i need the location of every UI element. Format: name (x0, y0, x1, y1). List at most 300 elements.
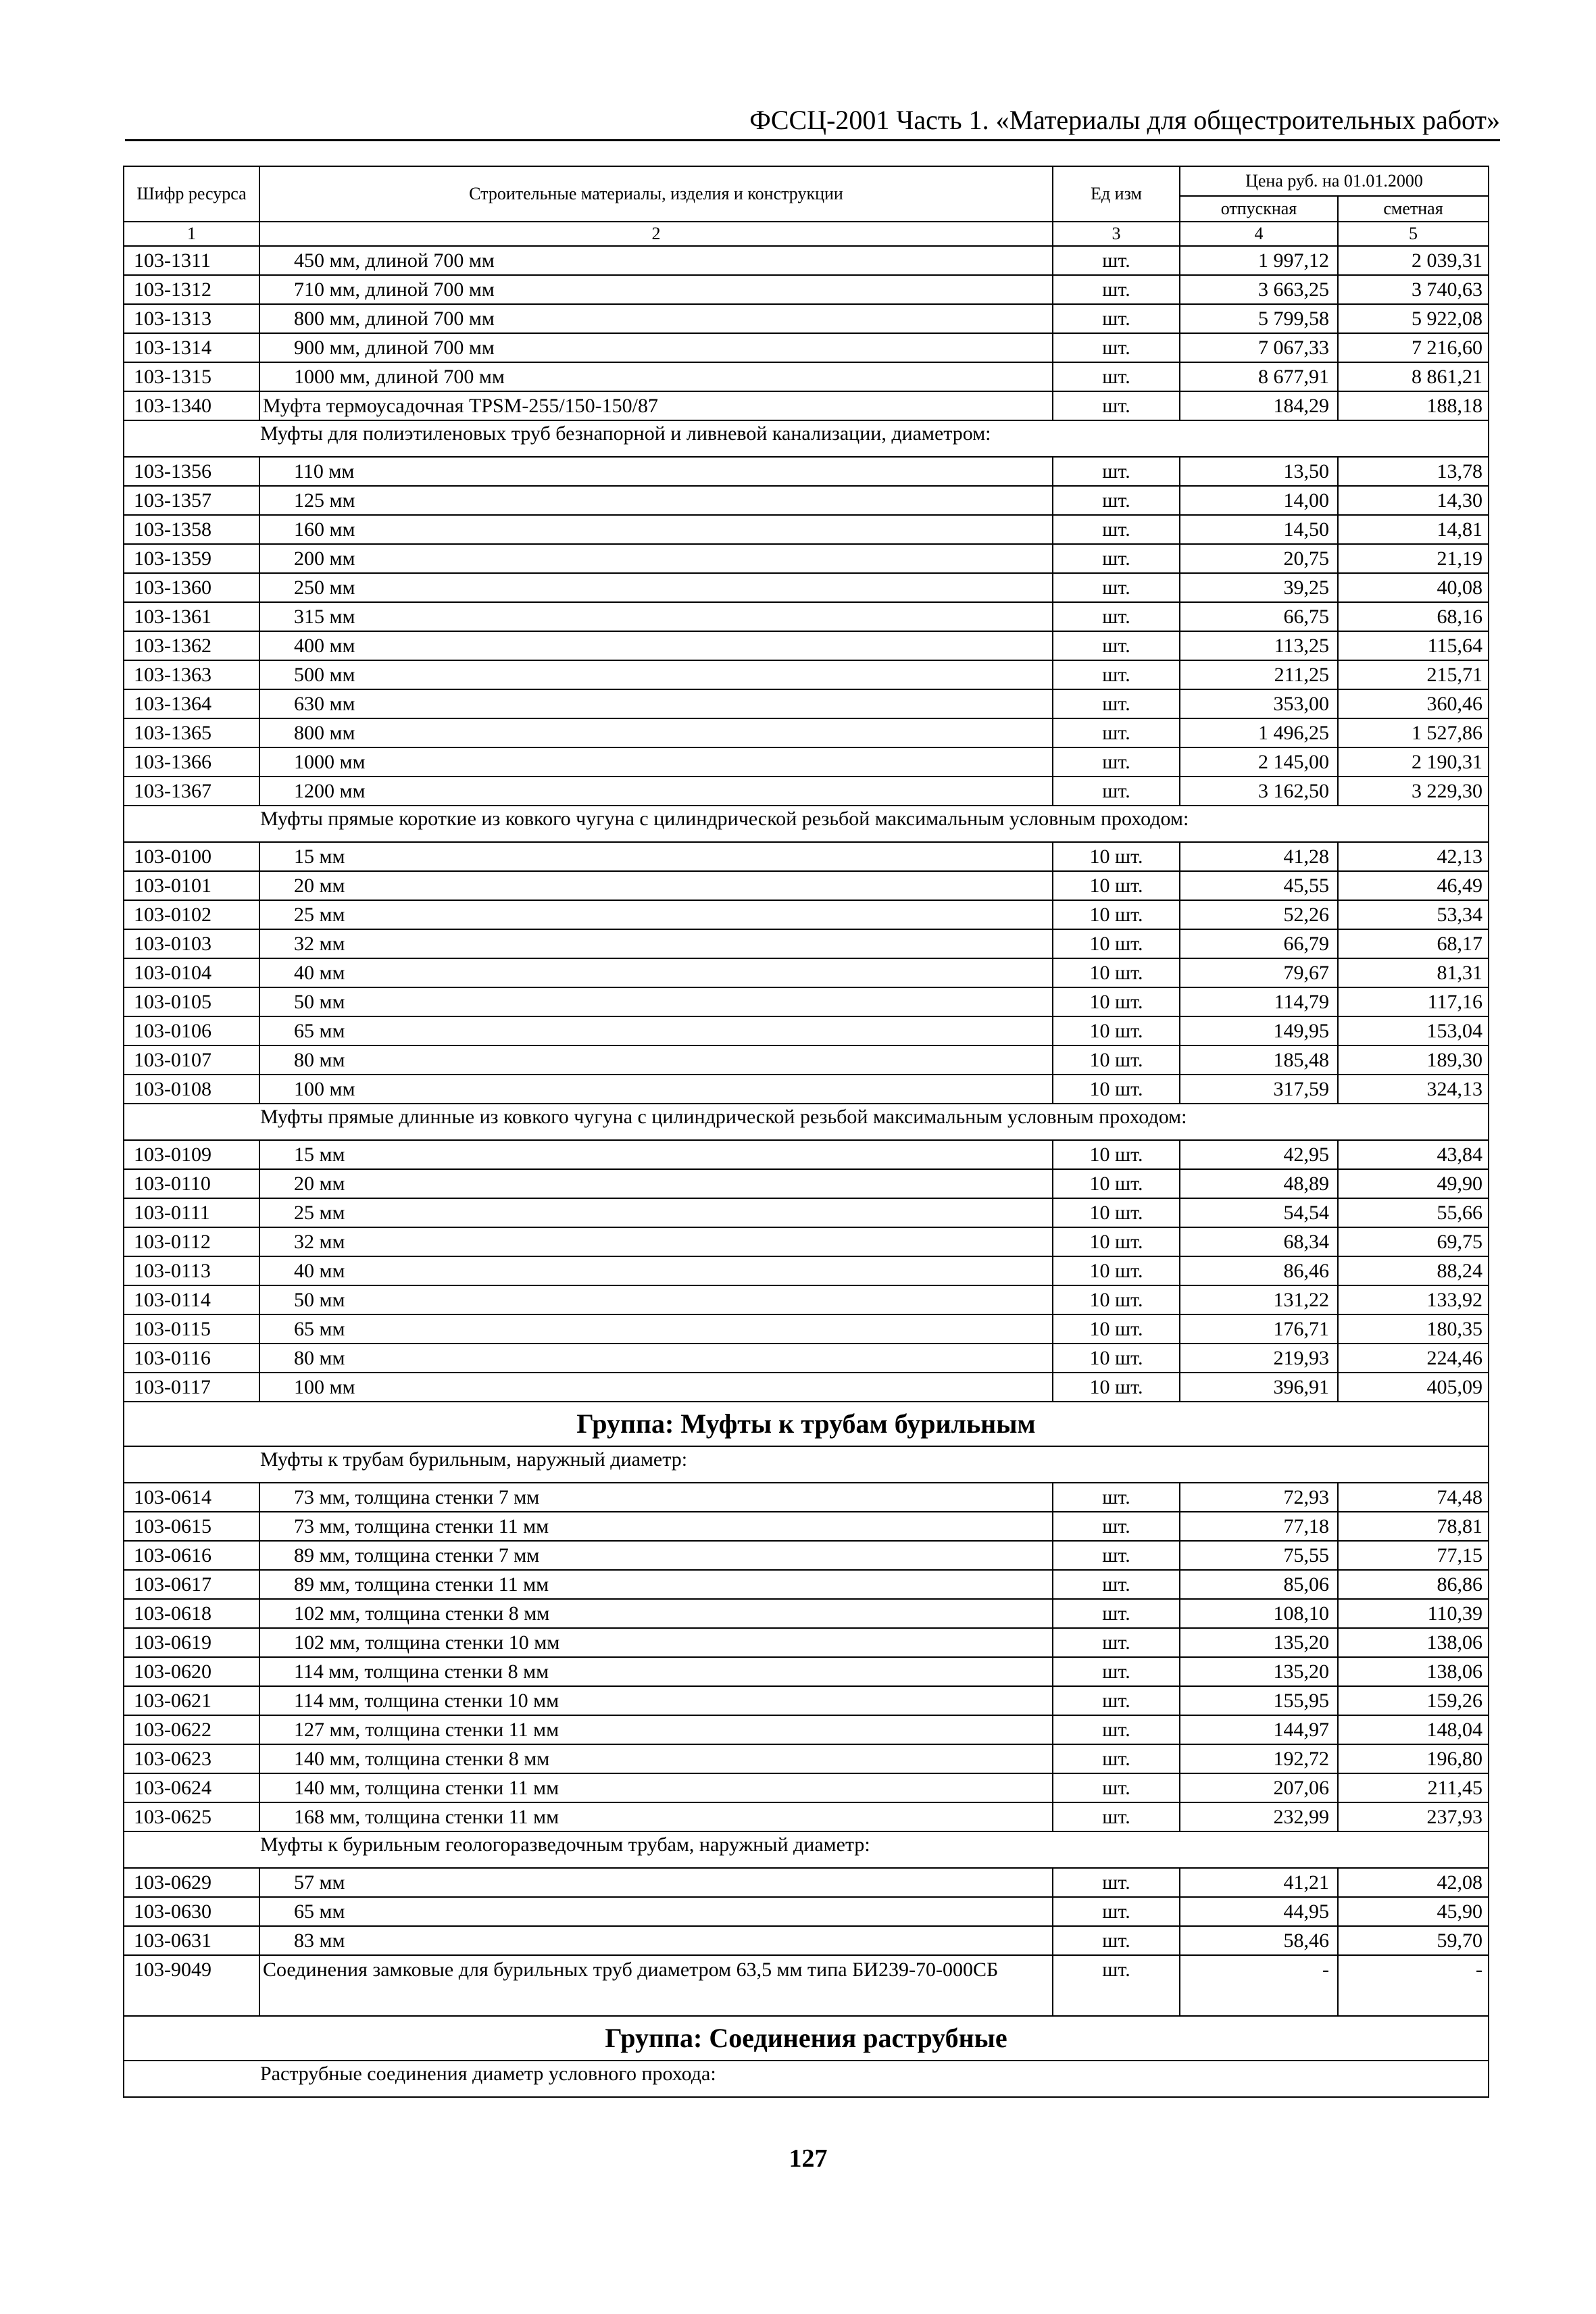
price-wholesale: 20,75 (1180, 544, 1338, 573)
price-estimate: 77,15 (1338, 1541, 1489, 1570)
price-wholesale: 155,95 (1180, 1686, 1338, 1715)
material-name: 315 мм (259, 602, 1053, 631)
price-estimate: 86,86 (1338, 1570, 1489, 1599)
price-estimate: 360,46 (1338, 689, 1489, 718)
section-title: Муфты для полиэтиленовых труб безнапорной и ливневой канализации, диаметром: (124, 420, 1489, 457)
price-estimate: 138,06 (1338, 1657, 1489, 1686)
price-estimate: 13,78 (1338, 457, 1489, 486)
material-name: 65 мм (259, 1897, 1053, 1926)
section-title: Раструбные соединения диаметр условного прохода: (124, 2061, 1489, 2097)
table-row (124, 1773, 1489, 1802)
resource-code: 103-0104 (124, 958, 259, 987)
header-name: Строительные материалы, изделия и конструкции (259, 166, 1053, 222)
price-estimate: 224,46 (1338, 1344, 1489, 1373)
table-row (124, 1075, 1489, 1104)
resource-code: 103-0114 (124, 1285, 259, 1314)
column-number: 2 (259, 222, 1053, 246)
table-row (124, 1256, 1489, 1285)
price-wholesale: 219,93 (1180, 1344, 1338, 1373)
resource-code: 103-1366 (124, 747, 259, 777)
material-name: 100 мм (259, 1075, 1053, 1104)
price-wholesale: 353,00 (1180, 689, 1338, 718)
price-estimate: 110,39 (1338, 1599, 1489, 1628)
price-wholesale: 1 997,12 (1180, 246, 1338, 275)
column-number: 4 (1180, 222, 1338, 246)
section-row (124, 1446, 1489, 1483)
resource-code: 103-0109 (124, 1140, 259, 1169)
price-wholesale: 14,00 (1180, 486, 1338, 515)
price-estimate: 78,81 (1338, 1512, 1489, 1541)
unit: 10 шт. (1053, 1285, 1180, 1314)
group-row (124, 1402, 1489, 1446)
group-title: Группа: Соединения раструбные (124, 2016, 1489, 2061)
price-estimate: - (1338, 1955, 1489, 2016)
material-name: 40 мм (259, 1256, 1053, 1285)
group-row (124, 2016, 1489, 2061)
material-name: 500 мм (259, 660, 1053, 689)
resource-code: 103-0107 (124, 1045, 259, 1075)
unit: шт. (1053, 391, 1180, 420)
price-estimate: 115,64 (1338, 631, 1489, 660)
table-row (124, 1868, 1489, 1897)
unit: 10 шт. (1053, 1016, 1180, 1045)
price-wholesale: 41,28 (1180, 842, 1338, 871)
material-name: 250 мм (259, 573, 1053, 602)
unit: 10 шт. (1053, 987, 1180, 1016)
unit: шт. (1053, 1897, 1180, 1926)
unit: шт. (1053, 1686, 1180, 1715)
material-name: 50 мм (259, 1285, 1053, 1314)
resource-code: 103-0115 (124, 1314, 259, 1344)
table-row (124, 1045, 1489, 1075)
running-header: ФССЦ-2001 Часть 1. «Материалы для общестроительных работ» (125, 101, 1500, 141)
table-row (124, 515, 1489, 544)
table-row (124, 958, 1489, 987)
material-name: 89 мм, толщина стенки 7 мм (259, 1541, 1053, 1570)
table-row (124, 1897, 1489, 1926)
material-name: 200 мм (259, 544, 1053, 573)
price-estimate: 81,31 (1338, 958, 1489, 987)
price-estimate: 148,04 (1338, 1715, 1489, 1744)
resource-code: 103-1357 (124, 486, 259, 515)
resource-code: 103-1311 (124, 246, 259, 275)
price-estimate: 8 861,21 (1338, 362, 1489, 391)
unit: 10 шт. (1053, 1256, 1180, 1285)
price-estimate: 189,30 (1338, 1045, 1489, 1075)
table-row (124, 689, 1489, 718)
material-name: 400 мм (259, 631, 1053, 660)
price-wholesale: 14,50 (1180, 515, 1338, 544)
resource-code: 103-1361 (124, 602, 259, 631)
material-name: 89 мм, толщина стенки 11 мм (259, 1570, 1053, 1599)
resource-code: 103-0112 (124, 1227, 259, 1256)
unit: 10 шт. (1053, 1198, 1180, 1227)
price-wholesale: 72,93 (1180, 1483, 1338, 1512)
resource-code: 103-1340 (124, 391, 259, 420)
unit: 10 шт. (1053, 1314, 1180, 1344)
unit: 10 шт. (1053, 900, 1180, 929)
unit: 10 шт. (1053, 842, 1180, 871)
header-price-group: Цена руб. на 01.01.2000 (1180, 166, 1489, 196)
table-row (124, 1285, 1489, 1314)
unit: шт. (1053, 777, 1180, 806)
unit: шт. (1053, 602, 1180, 631)
unit: 10 шт. (1053, 1075, 1180, 1104)
section-row (124, 1104, 1489, 1140)
material-name: 125 мм (259, 486, 1053, 515)
material-name: 102 мм, толщина стенки 10 мм (259, 1628, 1053, 1657)
table-row (124, 1599, 1489, 1628)
price-estimate: 3 229,30 (1338, 777, 1489, 806)
unit: шт. (1053, 660, 1180, 689)
price-wholesale: 211,25 (1180, 660, 1338, 689)
price-estimate: 14,81 (1338, 515, 1489, 544)
price-estimate: 59,70 (1338, 1926, 1489, 1955)
price-wholesale: 5 799,58 (1180, 304, 1338, 333)
table-row (124, 929, 1489, 958)
unit: шт. (1053, 1715, 1180, 1744)
material-name: 630 мм (259, 689, 1053, 718)
resource-code: 103-0105 (124, 987, 259, 1016)
price-wholesale: 144,97 (1180, 1715, 1338, 1744)
table-row (124, 304, 1489, 333)
resource-code: 103-0624 (124, 1773, 259, 1802)
material-name: 20 мм (259, 871, 1053, 900)
price-wholesale: 75,55 (1180, 1541, 1338, 1570)
resource-code: 103-0101 (124, 871, 259, 900)
table-row (124, 1744, 1489, 1773)
price-estimate: 237,93 (1338, 1802, 1489, 1831)
header-estimate: сметная (1338, 196, 1489, 222)
price-table (123, 166, 1489, 2098)
table-row (124, 544, 1489, 573)
table-row (124, 718, 1489, 747)
unit: шт. (1053, 246, 1180, 275)
table-row (124, 1373, 1489, 1402)
material-name: 40 мм (259, 958, 1053, 987)
price-wholesale: 176,71 (1180, 1314, 1338, 1344)
price-estimate: 49,90 (1338, 1169, 1489, 1198)
resource-code: 103-0623 (124, 1744, 259, 1773)
table-row (124, 1227, 1489, 1256)
price-wholesale: 192,72 (1180, 1744, 1338, 1773)
price-wholesale: 58,46 (1180, 1926, 1338, 1955)
price-estimate: 3 740,63 (1338, 275, 1489, 304)
price-estimate: 159,26 (1338, 1686, 1489, 1715)
table-row (124, 660, 1489, 689)
unit: шт. (1053, 515, 1180, 544)
table-row (124, 1955, 1489, 2016)
unit: шт. (1053, 718, 1180, 747)
resource-code: 103-0108 (124, 1075, 259, 1104)
price-wholesale: 52,26 (1180, 900, 1338, 929)
material-name: 160 мм (259, 515, 1053, 544)
unit: шт. (1053, 275, 1180, 304)
price-estimate: 74,48 (1338, 1483, 1489, 1512)
material-name: 32 мм (259, 1227, 1053, 1256)
material-name: 140 мм, толщина стенки 8 мм (259, 1744, 1053, 1773)
price-wholesale: 2 145,00 (1180, 747, 1338, 777)
resource-code: 103-0117 (124, 1373, 259, 1402)
price-wholesale: 232,99 (1180, 1802, 1338, 1831)
price-estimate: 42,08 (1338, 1868, 1489, 1897)
unit: шт. (1053, 1868, 1180, 1897)
resource-code: 103-1360 (124, 573, 259, 602)
price-estimate: 55,66 (1338, 1198, 1489, 1227)
price-estimate: 324,13 (1338, 1075, 1489, 1104)
table-row (124, 900, 1489, 929)
price-estimate: 45,90 (1338, 1897, 1489, 1926)
material-name: 15 мм (259, 1140, 1053, 1169)
group-title: Группа: Муфты к трубам бурильным (124, 1402, 1489, 1446)
price-wholesale: 66,79 (1180, 929, 1338, 958)
table-row (124, 573, 1489, 602)
price-wholesale: 77,18 (1180, 1512, 1338, 1541)
resource-code: 103-1362 (124, 631, 259, 660)
resource-code: 103-1313 (124, 304, 259, 333)
unit: 10 шт. (1053, 1344, 1180, 1373)
resource-code: 103-0629 (124, 1868, 259, 1897)
unit: шт. (1053, 1483, 1180, 1512)
price-estimate: 188,18 (1338, 391, 1489, 420)
unit: шт. (1053, 486, 1180, 515)
price-estimate: 43,84 (1338, 1140, 1489, 1169)
section-title: Муфты прямые длинные из ковкого чугуна с цилиндрической резьбой максимальным условным проходом: (124, 1104, 1489, 1140)
material-name: 114 мм, толщина стенки 8 мм (259, 1657, 1053, 1686)
table-row (124, 842, 1489, 871)
material-name: 73 мм, толщина стенки 7 мм (259, 1483, 1053, 1512)
price-wholesale: 1 496,25 (1180, 718, 1338, 747)
table-row (124, 1715, 1489, 1744)
section-title: Муфты к трубам бурильным, наружный диаметр: (124, 1446, 1489, 1483)
price-wholesale: 317,59 (1180, 1075, 1338, 1104)
price-wholesale: 54,54 (1180, 1198, 1338, 1227)
unit: шт. (1053, 333, 1180, 362)
price-estimate: 14,30 (1338, 486, 1489, 515)
table-row (124, 1483, 1489, 1512)
section-title: Муфты прямые короткие из ковкого чугуна с цилиндрической резьбой максимальным условным проходом: (124, 806, 1489, 842)
table-row (124, 333, 1489, 362)
resource-code: 103-1363 (124, 660, 259, 689)
material-name: 15 мм (259, 842, 1053, 871)
material-name: Соединения замковые для бурильных труб диаметром 63,5 мм типа БИ239-70-000СБ (259, 1955, 1053, 2016)
price-estimate: 68,17 (1338, 929, 1489, 958)
table-row (124, 777, 1489, 806)
material-name: 73 мм, толщина стенки 11 мм (259, 1512, 1053, 1541)
unit: шт. (1053, 1802, 1180, 1831)
unit: шт. (1053, 573, 1180, 602)
table-row (124, 1140, 1489, 1169)
resource-code: 103-0103 (124, 929, 259, 958)
table-row (124, 275, 1489, 304)
price-wholesale: 86,46 (1180, 1256, 1338, 1285)
price-estimate: 405,09 (1338, 1373, 1489, 1402)
table-body (124, 246, 1489, 2097)
price-wholesale: - (1180, 1955, 1338, 2016)
price-estimate: 180,35 (1338, 1314, 1489, 1344)
table-row (124, 246, 1489, 275)
price-wholesale: 42,95 (1180, 1140, 1338, 1169)
material-name: 102 мм, толщина стенки 8 мм (259, 1599, 1053, 1628)
resource-code: 103-0619 (124, 1628, 259, 1657)
resource-code: 103-0621 (124, 1686, 259, 1715)
material-name: 127 мм, толщина стенки 11 мм (259, 1715, 1053, 1744)
resource-code: 103-1356 (124, 457, 259, 486)
material-name: 32 мм (259, 929, 1053, 958)
resource-code: 103-1365 (124, 718, 259, 747)
table-row (124, 1926, 1489, 1955)
table-row (124, 1344, 1489, 1373)
resource-code: 103-1312 (124, 275, 259, 304)
resource-code: 103-0630 (124, 1897, 259, 1926)
resource-code: 103-0620 (124, 1657, 259, 1686)
resource-code: 103-0617 (124, 1570, 259, 1599)
column-number: 3 (1053, 222, 1180, 246)
resource-code: 103-0618 (124, 1599, 259, 1628)
price-wholesale: 45,55 (1180, 871, 1338, 900)
table-row (124, 1657, 1489, 1686)
unit: 10 шт. (1053, 958, 1180, 987)
price-estimate: 138,06 (1338, 1628, 1489, 1657)
price-estimate: 7 216,60 (1338, 333, 1489, 362)
resource-code: 103-0116 (124, 1344, 259, 1373)
page-number: 127 (789, 2144, 828, 2173)
material-name: 57 мм (259, 1868, 1053, 1897)
unit: шт. (1053, 1541, 1180, 1570)
price-wholesale: 44,95 (1180, 1897, 1338, 1926)
table-row (124, 1314, 1489, 1344)
price-wholesale: 39,25 (1180, 573, 1338, 602)
unit: шт. (1053, 457, 1180, 486)
unit: 10 шт. (1053, 1045, 1180, 1075)
unit: шт. (1053, 1744, 1180, 1773)
resource-code: 103-0110 (124, 1169, 259, 1198)
material-name: 50 мм (259, 987, 1053, 1016)
unit: шт. (1053, 689, 1180, 718)
price-wholesale: 3 663,25 (1180, 275, 1338, 304)
section-row (124, 2061, 1489, 2097)
table-row (124, 1628, 1489, 1657)
unit: шт. (1053, 304, 1180, 333)
material-name: 20 мм (259, 1169, 1053, 1198)
resource-code: 103-0100 (124, 842, 259, 871)
table-row (124, 457, 1489, 486)
unit: 10 шт. (1053, 1169, 1180, 1198)
price-wholesale: 68,34 (1180, 1227, 1338, 1256)
unit: шт. (1053, 631, 1180, 660)
resource-code: 103-0111 (124, 1198, 259, 1227)
price-estimate: 133,92 (1338, 1285, 1489, 1314)
price-wholesale: 207,06 (1180, 1773, 1338, 1802)
resource-code: 103-0616 (124, 1541, 259, 1570)
table-row (124, 1686, 1489, 1715)
material-name: 710 мм, длиной 700 мм (259, 275, 1053, 304)
resource-code: 103-0615 (124, 1512, 259, 1541)
table-row (124, 747, 1489, 777)
price-wholesale: 13,50 (1180, 457, 1338, 486)
price-wholesale: 396,91 (1180, 1373, 1338, 1402)
material-name: 168 мм, толщина стенки 11 мм (259, 1802, 1053, 1831)
resource-code: 103-1367 (124, 777, 259, 806)
header-code: Шифр ресурса (124, 166, 259, 222)
table-row (124, 1512, 1489, 1541)
material-name: 83 мм (259, 1926, 1053, 1955)
material-name: 80 мм (259, 1045, 1053, 1075)
table-row (124, 1169, 1489, 1198)
price-wholesale: 66,75 (1180, 602, 1338, 631)
material-name: 1000 мм, длиной 700 мм (259, 362, 1053, 391)
price-wholesale: 3 162,50 (1180, 777, 1338, 806)
resource-code: 103-1359 (124, 544, 259, 573)
price-estimate: 211,45 (1338, 1773, 1489, 1802)
material-name: 800 мм, длиной 700 мм (259, 304, 1053, 333)
price-wholesale: 108,10 (1180, 1599, 1338, 1628)
table-row (124, 486, 1489, 515)
material-name: 25 мм (259, 900, 1053, 929)
price-wholesale: 85,06 (1180, 1570, 1338, 1599)
material-name: Муфта термоусадочная TPSM-255/150-150/87 (259, 391, 1053, 420)
price-estimate: 2 190,31 (1338, 747, 1489, 777)
resource-code: 103-1364 (124, 689, 259, 718)
material-name: 1000 мм (259, 747, 1053, 777)
table-row (124, 1016, 1489, 1045)
price-estimate: 117,16 (1338, 987, 1489, 1016)
unit: 10 шт. (1053, 1373, 1180, 1402)
resource-code: 103-0614 (124, 1483, 259, 1512)
header-wholesale: отпускная (1180, 196, 1338, 222)
table-row (124, 1541, 1489, 1570)
material-name: 1200 мм (259, 777, 1053, 806)
price-wholesale: 8 677,91 (1180, 362, 1338, 391)
column-number: 1 (124, 222, 259, 246)
section-row (124, 420, 1489, 457)
price-estimate: 53,34 (1338, 900, 1489, 929)
price-estimate: 21,19 (1338, 544, 1489, 573)
material-name: 140 мм, толщина стенки 11 мм (259, 1773, 1053, 1802)
resource-code: 103-1358 (124, 515, 259, 544)
price-wholesale: 7 067,33 (1180, 333, 1338, 362)
price-wholesale: 149,95 (1180, 1016, 1338, 1045)
price-wholesale: 135,20 (1180, 1657, 1338, 1686)
price-estimate: 40,08 (1338, 573, 1489, 602)
price-wholesale: 48,89 (1180, 1169, 1338, 1198)
resource-code: 103-0622 (124, 1715, 259, 1744)
unit: шт. (1053, 1773, 1180, 1802)
material-name: 800 мм (259, 718, 1053, 747)
resource-code: 103-1315 (124, 362, 259, 391)
unit: шт. (1053, 1570, 1180, 1599)
unit: 10 шт. (1053, 1227, 1180, 1256)
price-wholesale: 185,48 (1180, 1045, 1338, 1075)
price-estimate: 46,49 (1338, 871, 1489, 900)
table-row (124, 391, 1489, 420)
unit: 10 шт. (1053, 1140, 1180, 1169)
material-name: 114 мм, толщина стенки 10 мм (259, 1686, 1053, 1715)
price-estimate: 69,75 (1338, 1227, 1489, 1256)
table-row (124, 631, 1489, 660)
resource-code: 103-0106 (124, 1016, 259, 1045)
unit: шт. (1053, 747, 1180, 777)
table-row (124, 1570, 1489, 1599)
price-wholesale: 41,21 (1180, 1868, 1338, 1897)
table-row (124, 871, 1489, 900)
section-title: Муфты к бурильным геологоразведочным трубам, наружный диаметр: (124, 1831, 1489, 1868)
material-name: 65 мм (259, 1016, 1053, 1045)
unit: шт. (1053, 1628, 1180, 1657)
resource-code: 103-0113 (124, 1256, 259, 1285)
table-row (124, 987, 1489, 1016)
unit: шт. (1053, 544, 1180, 573)
